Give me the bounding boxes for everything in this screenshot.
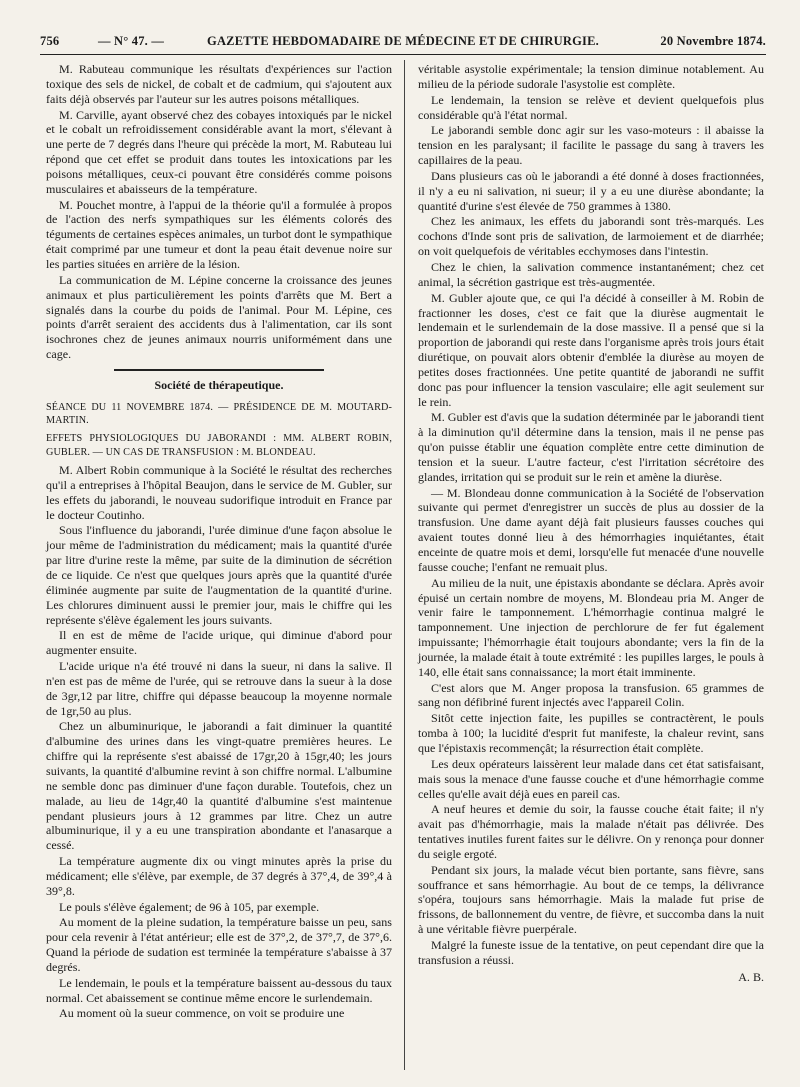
paragraph-animaux: Chez les animaux, les effets du jaborandi sont très-marqués. Les cochons d'Inde sont pris de salivation, de larmoiement et de diarrhée; on voit quelquefois de véritables ecchymoses dans l'intestin. [418, 214, 764, 259]
signature: A. B. [738, 969, 764, 984]
paragraph-pouls: Le pouls s'élève également; de 96 à 105, par exemple. [59, 899, 320, 914]
section-separator [114, 369, 324, 371]
seance-line: SÉANCE DU 11 NOVEMBRE 1874. — PRÉSIDENCE DE M. MOUTARD-MARTIN. [46, 401, 392, 427]
paragraph-carville: M. Carville, ayant observé chez des cobayes intoxiqués par le nickel et le cobalt un refroidissement considérable avant la mort, s'élevant à une perte de 7 degrés dans l'heure qui précède la mort, M. Rabuteau lui répond que cet effet se produit dans toutes les intoxications par les poisons métalliques, ceux-ci pouvant être considérés comme poisons musculaires et abaisseurs de la température. [46, 107, 392, 196]
page-number: 756 [40, 34, 60, 48]
paragraph-uree: Sous l'influence du jaborandi, l'urée diminue d'une façon absolue le jour même de l'administration du médicament; mais la quantité d'urée par litre d'urine reste la même, par suite de la diminution de sécrétion de ce liquide. Ce n'est que quelques jours après que la quantité d'urée éliminée augmente par suite de l'augmentation de la quantité d'urine. Les chlorures diminuent aussi le premier jour, mais le chiffre qui les représente s'élève également les jours suivants. [46, 523, 392, 627]
issue-date: 20 Novembre 1874. [660, 34, 766, 48]
paragraph-lepine: La communication de M. Lépine concerne la croissance des jeunes animaux et plus particulièrement les points d'arrêts que M. Bert a signalés dans la courbe du poids de l'animal. Pour M. Lépine, ces points d'arrêt seraient des accidents dus à l'alimentation, car ils sont isochrones chez de jeunes animaux nourris uniformément dans une cage. [46, 272, 392, 362]
paragraph-vaso-moteurs: Le jaborandi semble donc agir sur les vaso-moteurs : il abaisse la tension en les paralysant; il facilite le passage du sang à travers les capillaires de la peau. [418, 123, 764, 168]
paragraph-lendemain: Le lendemain, le pouls et la température baissent au-dessous du taux normal. Cet abaissement se continue même encore le surlendemain. [46, 975, 392, 1005]
paragraph-gubler: M. Gubler ajoute que, ce qui l'a décidé à conseiller à M. Robin de fractionner les doses, c'est ce fait que la diurèse augmentait le lendemain et le surlendemain de la dose massive. Il a pensé que si la proportion de jaborandi qui reste dans l'organisme après trois jours était diurétique, on pouvait alors obtenir d'emblée la diurèse au moyen de petites doses fractionnées. Une petite quantité de jaborandi ne suffit donc pas pour influencer la tension vasculaire; elle agit seulement sur le rein. [418, 290, 764, 409]
paragraph-epistaxis: Au milieu de la nuit, une épistaxis abondante se déclara. Après avoir épuisé un certain nombre de moyens, M. Blondeau pria M. Anger de venir faire le tamponnement. L'hémorrhagie continua malgré le tamponnement. Une injection de perchlorure de fer fut également impuissante; l'hémorrhagie était toujours abondante; vers la fin de la journée, la malade était à toute extrémité : les pupilles larges, le pouls à 140, elle était sans connaissance; la mort était imminente. [418, 575, 764, 679]
paragraph-temperature: La température augmente dix ou vingt minutes après la prise du médicament; elle s'élève, par exemple, de 37 degrés à 37°,4, de 39°,4 à 39°,8. [46, 854, 392, 898]
header-rule [40, 54, 766, 55]
running-header [40, 34, 766, 56]
paragraph-blondeau: — M. Blondeau donne communication à la Société de l'observation suivante qui permet d'enregistrer un succès de plus au dossier de la transfusion. Une dame ayant déjà fait plusieurs fausses couches qui avaient toutes donné lieu à des hémorrhagies inquiétantes, était enceinte de quatre mois et demi, lorsqu'elle fut menacée d'une nouvelle fausse couche; l'enfant ne remuait plus. [418, 485, 764, 574]
left-column [46, 62, 392, 1022]
paragraph-sueur: L'acide urique n'a été trouvé ni dans la sueur, ni dans la salive. Il n'en est pas de même de l'urée, qui se retrouve dans la sueur à la dose de 3gr,12 par litre, chiffre qui dépasse beaucoup la moyenne normale de 1gr,50 au plus. [46, 659, 392, 718]
issue-number: — N° 47. — [98, 34, 165, 48]
paragraph-robin: M. Albert Robin communique à la Société le résultat des recherches qu'il a entreprises à l'hôpital Beaujon, dans le service de M. Gubler, sur les effets du jaborandi, le nouveau sudorifique introduit en France par le docteur Coutinho. [46, 463, 392, 522]
paragraph-gubler-sudation: M. Gubler est d'avis que la sudation déterminée par le jaborandi tient à la diminution qu'il détermine dans la tension, mais il ne pense pas qu'on puisse établir une équation complète entre cette diminution de tension et la sueur. L'autre facteur, c'est l'irritation sécrétoire des glandes, irritation qui se produit sur le rein et amène la diurèse. [418, 410, 764, 484]
paragraph-rabuteau: M. Rabuteau communique les résultats d'expériences sur l'action toxique des sels de nickel, de cobalt et de cadmium, qui s'ajoutent aux faits déjà observés par l'auteur sur les autres poisons métalliques. [46, 62, 392, 106]
paragraph-pouchet: M. Pouchet montre, à l'appui de la théorie qu'il a formulée à propos de l'action des nerfs sympathiques sur les éléments colorés des téguments de certaines espèces animales, un turbot dont le sympathique était comprimé par une tumeur et dont la peau était devenue noire sur les parties situées en arrière de la lésion. [46, 197, 392, 271]
paragraph-sudation: Au moment de la pleine sudation, la température baisse un peu, sans pour cela revenir à l'état antérieur; elle est de 37°,2, de 37°,7, de 37°,6. Quand la période de sudation est terminée la température s'abaisse à 37 degrés. [46, 915, 392, 974]
paragraph-fausse-couche: A neuf heures et demie du soir, la fausse couche était faite; il n'y avait pas d'hémorrhagie, mais la malade n'était pas délivrée. Des tentatives inutiles furent faites sur le délivre. On y renonça pour donner du seigle ergoté. [418, 802, 764, 861]
paragraph-chien: Chez le chien, la salivation commence instantanément; chez cet animal, la sécrétion gastrique est très-augmentée. [418, 259, 764, 289]
paragraph-conclusion: Malgré la funeste issue de la tentative, on peut cependant dire que la transfusion a réussi. [418, 937, 764, 967]
society-heading: Société de thérapeutique. [154, 377, 284, 392]
paragraph-transfusion: C'est alors que M. Anger proposa la transfusion. 65 grammes de sang non défibriné furent injectés avec l'appareil Colin. [418, 680, 764, 710]
paragraph-albuminurique: Chez un albuminurique, le jaborandi a fait diminuer la quantité d'albumine des urines dans les vingt-quatre premières heures. Le chiffre qui la représente s'est abaissé de 17gr,20 à 15gr,40; les jours suivants, la quantité d'albumine revint à son chiffre normal. L'albumine ne semble donc pas diminuer d'une façon durable. Toutefois, chez un malade, au lieu de 14gr,40 la quantité d'albumine s'est maintenue pendant plusieurs jours à 12 grammes par litre. Chez un autre albuminurique, il y a eu une transpiration abondante et l'anasarque a cessé. [46, 719, 392, 853]
journal-title: GAZETTE HEBDOMADAIRE DE MÉDECINE ET DE CHIRURGIE. [207, 34, 599, 48]
column-rule [404, 60, 405, 1070]
paragraph-sueur-commence: Au moment où la sueur commence, on voit se produire une [59, 1006, 345, 1021]
paragraph-operateurs: Les deux opérateurs laissèrent leur malade dans cet état satisfaisant, mais sous la menace d'une fausse couche et d'une hémorrhagie comme celles qu'elle avait déjà eues en pareil cas. [418, 756, 764, 801]
right-column [418, 62, 764, 984]
paragraph-tension-releve: Le lendemain, la tension se relève et devient quelquefois plus considérable qu'à l'état normal. [418, 92, 764, 122]
paragraph-doses-fractionnees: Dans plusieurs cas où le jaborandi a été donné à doses fractionnées, il n'y a eu ni salivation, ni sueur; il y a eu une diurèse abondante; la quantité d'urine s'est élevée de 750 grammes à 1380. [418, 168, 764, 213]
paragraph-acide-urique: Il en est de même de l'acide urique, qui diminue d'abord pour augmenter ensuite. [46, 628, 392, 658]
paragraph-injection: Sitôt cette injection faite, les pupilles se contractèrent, le pouls tomba à 100; la lucidité d'esprit fut manifeste, la chaleur revint, sans que l'épistaxis recommençât; la résurrection était complète. [418, 711, 764, 755]
session-info [46, 401, 392, 459]
paragraph-six-jours: Pendant six jours, la malade vécut bien portante, sans fièvre, sans souffrance et sans hémorrhagie. Au bout de ce temps, la délivrance s'opéra, toujours sans hémorrhagie. Mais la malade fut prise de frissons, de ballonnement du ventre, de fièvre, et succomba dans la nuit à une véritable fièvre puerpérale. [418, 862, 764, 937]
subject-line: EFFETS PHYSIOLOGIQUES DU JABORANDI : MM. ALBERT ROBIN, GUBLER. — UN CAS DE TRANSFUSION : M. BLONDEAU. [46, 432, 392, 458]
paragraph-asystolie: véritable asystolie expérimentale; la tension diminue notablement. Au milieu de la période sudorale l'asystolie est complète. [418, 62, 764, 91]
